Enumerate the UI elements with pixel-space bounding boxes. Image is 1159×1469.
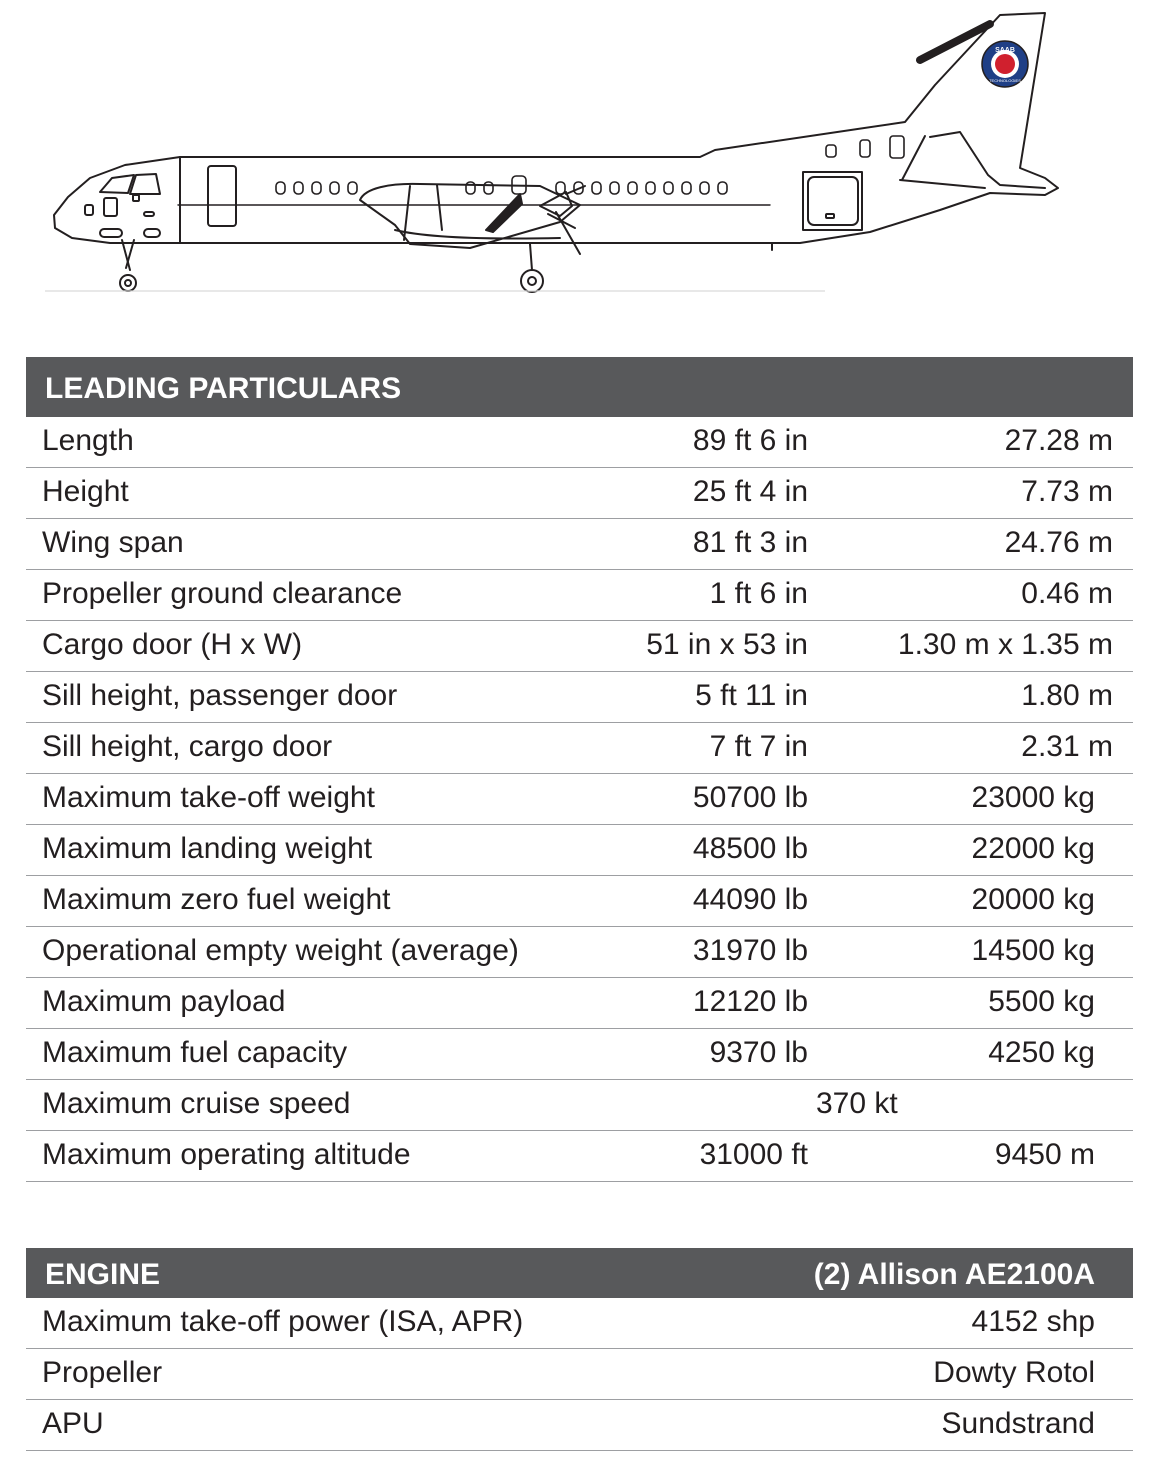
row-metric: 4250 kg (988, 1036, 1095, 1069)
table-row (26, 1298, 1133, 1349)
row-metric: 9450 m (994, 1138, 1095, 1171)
row-metric: 23000 kg (971, 781, 1095, 814)
row-label: Length (42, 424, 134, 457)
table-row (26, 723, 1133, 774)
svg-text:SAAB: SAAB (995, 47, 1015, 54)
row-label: Height (42, 475, 129, 508)
table-row (26, 519, 1133, 570)
row-value: Sundstrand (941, 1407, 1095, 1440)
table-row (26, 417, 1133, 468)
engine-title: ENGINE (45, 1258, 161, 1291)
row-value: 4152 shp (971, 1305, 1095, 1338)
row-metric: 22000 kg (971, 832, 1095, 865)
row-imperial: 25 ft 4 in (692, 475, 808, 508)
row-imperial: 50700 lb (692, 781, 808, 814)
row-imperial: 48500 lb (692, 832, 808, 865)
table-row (26, 672, 1133, 723)
row-imperial: 51 in x 53 in (646, 628, 808, 661)
leading-particulars-header (26, 357, 1133, 417)
table-row (26, 1131, 1133, 1182)
row-label: Operational empty weight (average) (42, 934, 519, 967)
table-row (26, 468, 1133, 519)
row-label: Maximum fuel capacity (42, 1036, 348, 1069)
table-row (26, 876, 1133, 927)
row-value: Dowty Rotol (933, 1356, 1095, 1389)
table-row (26, 621, 1133, 672)
row-metric: 27.28 m (1004, 424, 1113, 457)
row-metric: 1.30 m x 1.35 m (897, 628, 1113, 661)
table-row (26, 1080, 1133, 1131)
table-row (26, 825, 1133, 876)
table-row (26, 570, 1133, 621)
row-label: Sill height, passenger door (42, 679, 398, 712)
row-label: Maximum cruise speed (42, 1087, 351, 1120)
row-imperial: 9370 lb (709, 1036, 808, 1069)
aircraft-side-view-illustration (0, 0, 1159, 300)
row-label: Maximum payload (42, 985, 286, 1018)
svg-text:TECHNOLOGIES: TECHNOLOGIES (989, 78, 1021, 83)
row-value: 370 kt (816, 1087, 898, 1120)
engine-model: (2) Allison AE2100A (813, 1258, 1095, 1291)
row-label: Maximum take-off weight (42, 781, 375, 814)
table-row (26, 1349, 1133, 1400)
table-row (26, 774, 1133, 825)
row-imperial: 12120 lb (692, 985, 808, 1018)
table-row (26, 1400, 1133, 1451)
row-imperial: 89 ft 6 in (692, 424, 808, 457)
row-imperial: 31970 lb (692, 934, 808, 967)
table-row (26, 1029, 1133, 1080)
row-imperial: 5 ft 11 in (695, 679, 808, 712)
row-label: Maximum operating altitude (42, 1138, 411, 1171)
table-row (26, 927, 1133, 978)
row-imperial: 1 ft 6 in (709, 577, 808, 610)
row-metric: 14500 kg (971, 934, 1095, 967)
row-label: Propeller (42, 1356, 163, 1389)
row-label: Propeller ground clearance (42, 577, 403, 610)
row-imperial: 7 ft 7 in (709, 730, 808, 763)
row-label: Maximum landing weight (42, 832, 373, 865)
row-metric: 5500 kg (988, 985, 1095, 1018)
row-label: Wing span (42, 526, 184, 559)
row-metric: 2.31 m (1021, 730, 1113, 763)
row-imperial: 44090 lb (692, 883, 808, 916)
engine-table (26, 1248, 1133, 1451)
row-label: Maximum take-off power (ISA, APR) (42, 1305, 524, 1338)
engine-header (26, 1248, 1133, 1298)
row-metric: 1.80 m (1021, 679, 1113, 712)
table-row (26, 978, 1133, 1029)
saab-logo (982, 41, 1028, 87)
leading-particulars-table (26, 357, 1133, 1182)
row-imperial: 31000 ft (699, 1138, 808, 1171)
row-label: Maximum zero fuel weight (42, 883, 391, 916)
row-metric: 0.46 m (1021, 577, 1113, 610)
row-metric: 24.76 m (1004, 526, 1113, 559)
leading-particulars-title: LEADING PARTICULARS (45, 372, 402, 405)
row-imperial: 81 ft 3 in (692, 526, 808, 559)
row-label: Cargo door (H x W) (42, 628, 303, 661)
row-metric: 7.73 m (1021, 475, 1113, 508)
row-metric: 20000 kg (971, 883, 1095, 916)
row-label: APU (42, 1407, 104, 1440)
row-label: Sill height, cargo door (42, 730, 333, 763)
